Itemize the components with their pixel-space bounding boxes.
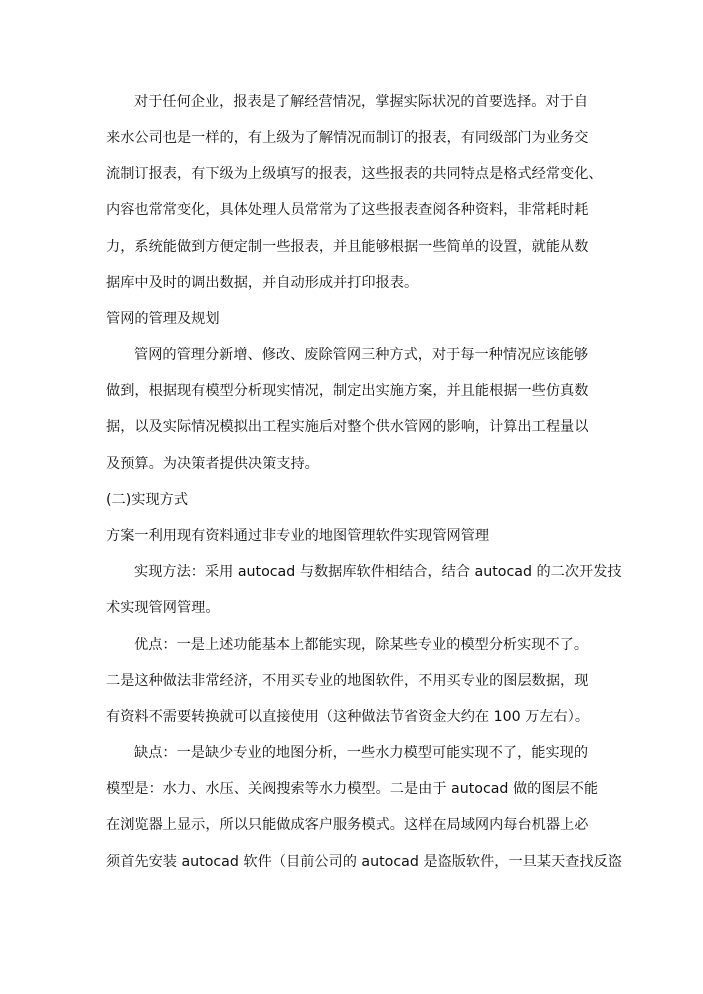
paragraph-method-line-1: 实现方法：采用 autocad 与数据库软件相结合，结合 autocad 的二次开发技: [134, 564, 622, 580]
paragraph-advantages-line-3: 有资料不需要转换就可以直接使用（这种做法节省资金大约在 100 万左右）。: [106, 709, 590, 725]
paragraph-pipe-line-2: 做到，根据现有模型分析现实情况，制定出实施方案，并且能根据一些仿真数: [106, 383, 589, 399]
paragraph-disadvantages-line-2: 模型是：水力、水压、关阀搜索等水力模型。二是由于 autocad 做的图层不能: [106, 781, 599, 797]
paragraph-pipe-line-4: 及预算。为决策者提供决策支持。: [106, 456, 319, 472]
paragraph-reports-line-5: 力，系统能做到方便定制一些报表，并且能够根据一些简单的设置，就能从数: [106, 239, 589, 255]
paragraph-disadvantages-line-1: 缺点：一是缺少专业的地图分析，一些水力模型可能实现不了，能实现的: [134, 745, 589, 761]
paragraph-advantages-line-1: 优点：一是上述功能基本上都能实现，除某些专业的模型分析实现不了。: [134, 637, 589, 653]
paragraph-advantages-line-2: 二是这种做法非常经济，不用买专业的地图软件，不用买专业的图层数据，现: [106, 673, 589, 689]
paragraph-disadvantages-line-4: 须首先安装 autocad 软件（目前公司的 autocad 是盗版软件，一旦某天查找反盗: [106, 854, 622, 870]
paragraph-reports-line-1: 对于任何企业，报表是了解经营情况，掌握实际状况的首要选择。对于自: [134, 94, 589, 110]
heading-pipe-network: 管网的管理及规划: [106, 311, 220, 327]
paragraph-reports-line-2: 来水公司也是一样的，有上级为了解情况而制订的报表，有同级部门为业务交: [106, 130, 589, 146]
paragraph-method-line-2: 术实现管网管理。: [106, 600, 220, 616]
heading-plan-one: 方案一利用现有资料通过非专业的地图管理软件实现管网管理: [106, 528, 490, 544]
heading-implementation: (二)实现方式: [106, 492, 189, 508]
paragraph-reports-line-4: 内容也常常变化，具体处理人员常常为了这些报表查阅各种资料，非常耗时耗: [106, 202, 589, 218]
paragraph-pipe-line-1: 管网的管理分新增、修改、废除管网三种方式，对于每一种情况应该能够: [134, 347, 589, 363]
paragraph-reports-line-6: 据库中及时的调出数据，并自动形成并打印报表。: [106, 275, 419, 291]
paragraph-disadvantages-line-3: 在浏览器上显示，所以只能做成客户服务模式。这样在局域网内每台机器上必: [106, 817, 589, 833]
paragraph-pipe-line-3: 据，以及实际情况模拟出工程实施后对整个供水管网的影响，计算出工程量以: [106, 419, 589, 435]
paragraph-reports-line-3: 流制订报表，有下级为上级填写的报表，这些报表的共同特点是格式经常变化、: [106, 166, 603, 182]
